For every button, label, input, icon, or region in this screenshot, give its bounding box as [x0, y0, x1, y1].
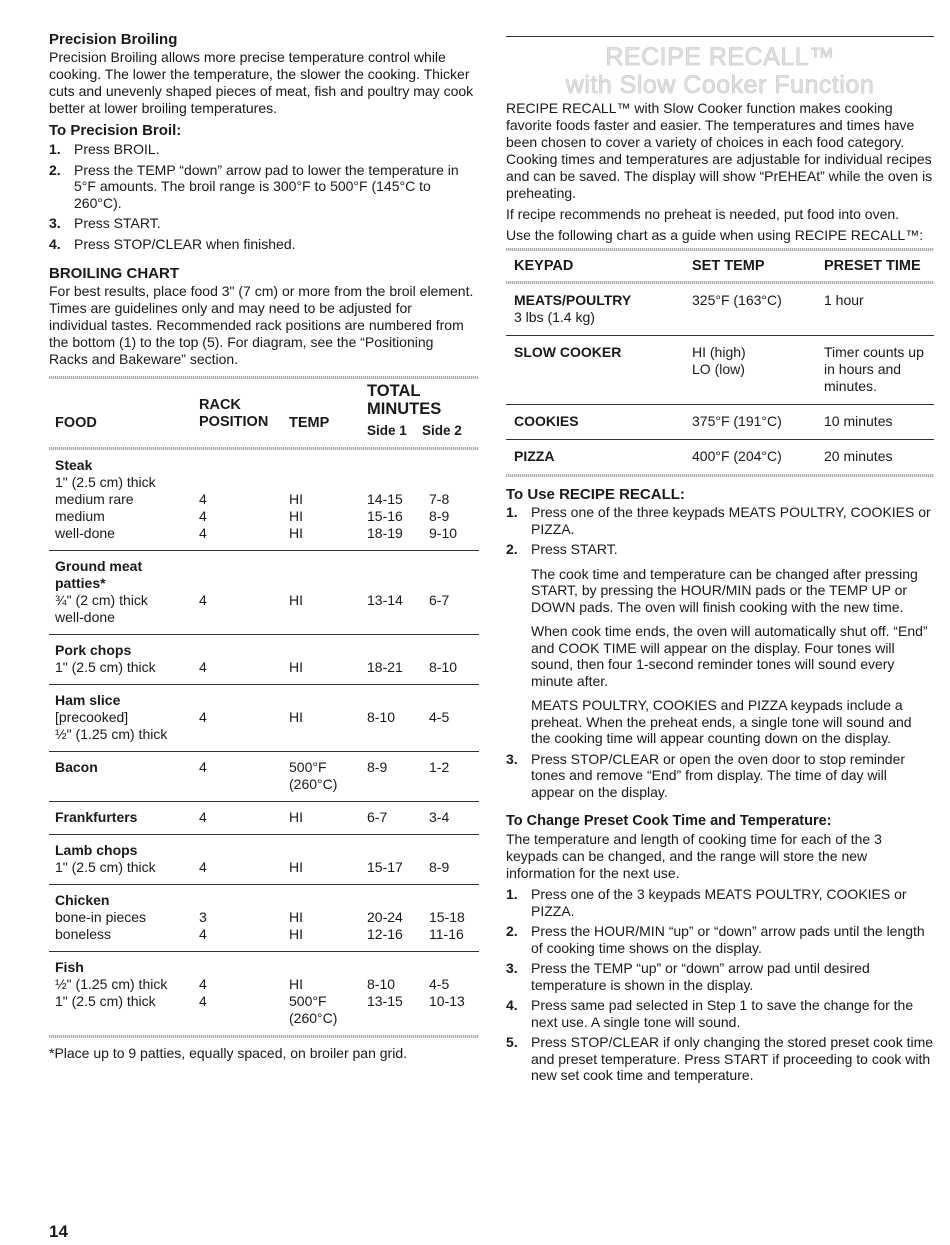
cell-food: ¾" (2 cm) thick	[55, 592, 148, 608]
step-note: MEATS POULTRY, COOKIES and PIZZA keypads include a preheat. When the preheat ends, a single tone will sound and the cooking time will appear counting down on the display.	[531, 697, 912, 746]
step-text: Press START.	[531, 541, 618, 557]
step-item	[49, 141, 474, 158]
food-name: Lamb chops	[55, 842, 138, 858]
cell-s2: 1-2	[429, 759, 450, 775]
broil-row-name-line	[49, 892, 479, 909]
cell-rack: 3	[199, 909, 207, 925]
recipe-intro-1: RECIPE RECALL™ with Slow Cooker function makes cooking favorite foods faster and easier. The temperatures and times have been chosen to cover a variety of choices in each food category. Cooking times and temperatures are adjustable for individual recipes and can be saved. The display will show “PrEHEAt” while the oven is preheating.	[506, 100, 933, 201]
cell-food: 1" (2.5 cm) thick	[55, 474, 156, 490]
set-temp: 400°F (204°C)	[692, 448, 782, 464]
step-item	[506, 923, 934, 956]
broil-row-body	[49, 892, 479, 943]
broil-row-name-line	[49, 642, 479, 659]
cell-s2: 9-10	[429, 525, 458, 541]
cell-temp: 500°F	[289, 993, 327, 1009]
step-text: Press STOP/CLEAR when finished.	[74, 235, 296, 252]
broil-line	[49, 1010, 479, 1027]
food-name: Ham slice	[55, 692, 121, 708]
cell-food: 1" (2.5 cm) thick	[55, 993, 156, 1009]
header-temp: TEMP	[289, 415, 330, 431]
cell-temp: 500°F	[289, 759, 327, 775]
cell-s1: 15-17	[367, 859, 403, 875]
precision-broiling-text: Precision Broiling allows more precise temperature control while cooking. The lower the temperature, the slower the cooking. Thicker cuts and unevenly shaped pieces of meat, fish and poultry may cook better at lower broiling temperatures.	[49, 49, 474, 116]
broil-line	[49, 491, 479, 508]
food-name: Ground meat	[55, 558, 143, 574]
cell-s2: 8-9	[429, 508, 450, 524]
broil-line	[49, 508, 479, 525]
cell-food: boneless	[55, 926, 112, 942]
header-side1: Side 1	[367, 423, 407, 438]
step-item	[506, 960, 934, 993]
recipe-time-cell: 1 hour	[824, 292, 864, 308]
cell-temp: HI	[289, 659, 303, 675]
broil-row-name-line	[49, 842, 479, 859]
cell-s1: 20-24	[367, 909, 403, 925]
step-text: Press STOP/CLEAR if only changing the stored preset cook time and preset temperature. Press START if proceeding to cook with new set cook time and temperature.	[531, 1034, 934, 1083]
cell-rack: 4	[199, 709, 207, 725]
step-item	[49, 215, 474, 232]
cell-s1: 14-15	[367, 491, 403, 507]
broil-row-name-line	[49, 692, 479, 709]
broil-row	[49, 684, 479, 751]
broil-row-body	[49, 692, 479, 743]
header-keypad: KEYPAD	[514, 258, 574, 274]
set-temp-2: LO (low)	[692, 361, 745, 377]
broil-line	[49, 993, 479, 1010]
broiling-rows	[49, 450, 479, 1035]
cell-temp: HI	[289, 491, 303, 507]
step-number: 4.	[506, 997, 518, 1013]
step-item	[506, 751, 934, 801]
cell-rack: 4	[199, 976, 207, 992]
cell-s2: 15-18	[429, 909, 465, 925]
step-number: 1.	[506, 886, 518, 902]
broiling-chart-table	[49, 376, 479, 1038]
recipe-intro-2: If recipe recommends no preheat is needed, put food into oven.	[506, 206, 900, 222]
recipe-temp-cell	[692, 448, 782, 465]
to-precision-broil-heading: To Precision Broil:	[49, 122, 182, 139]
set-temp: 375°F (191°C)	[692, 413, 782, 429]
cell-s2: 8-10	[429, 659, 458, 675]
cell-rack: 4	[199, 491, 207, 507]
change-preset-intro: The temperature and length of cooking time for each of the 3 keypads can be changed, and the range will store the new information for the next use.	[506, 831, 882, 881]
cell-s2: 4-5	[429, 976, 450, 992]
food-name: Pork chops	[55, 642, 132, 658]
cell-s2: 11-16	[429, 926, 464, 942]
step-number: 2.	[49, 161, 61, 178]
broiling-footnote: *Place up to 9 patties, equally spaced, on broiler pan grid.	[49, 1045, 408, 1061]
page-number: 14	[49, 1222, 68, 1241]
cell-s1: 13-14	[367, 592, 403, 608]
step-number: 1.	[49, 141, 61, 157]
recipe-keypad-cell	[514, 448, 554, 465]
recipe-time-cell: 10 minutes	[824, 413, 893, 429]
cell-s2: 4-5	[429, 709, 450, 725]
broil-row	[49, 834, 479, 884]
cell-rack: 4	[199, 508, 207, 524]
broil-line	[49, 976, 479, 993]
use-recipe-recall-heading: To Use RECIPE RECALL:	[506, 486, 685, 503]
cell-food: well-done	[55, 609, 115, 625]
cell-temp: HI	[289, 809, 303, 825]
cell-temp: HI	[289, 976, 303, 992]
cell-temp: HI	[289, 508, 303, 524]
recipe-keypad-cell	[514, 292, 631, 326]
cell-temp: HI	[289, 926, 303, 942]
cell-s2: 3-4	[429, 809, 450, 825]
step-number: 5.	[506, 1034, 518, 1050]
cell-food: 1" (2.5 cm) thick	[55, 859, 156, 875]
recipe-row	[506, 336, 934, 405]
broil-row-name-line	[49, 558, 479, 575]
recipe-temp-cell	[692, 292, 782, 309]
cell-s2: 7-8	[429, 491, 450, 507]
broil-row	[49, 450, 479, 550]
cell-s1: 18-19	[367, 525, 403, 541]
step-text: Press STOP/CLEAR or open the oven door to stop reminder tones and remove “End” from display. The time of day will appear on the display.	[531, 750, 906, 800]
cell-temp: HI	[289, 909, 303, 925]
cell-s1: 12-16	[367, 926, 403, 942]
broil-row	[49, 634, 479, 684]
broil-row-name-line	[49, 959, 479, 976]
broil-row	[49, 801, 479, 834]
step-number: 4.	[49, 235, 61, 252]
broil-row-body	[49, 457, 479, 542]
recipe-time-cell: Timer counts up in hours and minutes.	[824, 344, 924, 394]
cell-temp: (260°C)	[289, 1010, 338, 1026]
step-text: Press START.	[74, 215, 161, 231]
cell-food: well-done	[55, 525, 115, 541]
cell-temp: HI	[289, 525, 303, 541]
cell-temp: (260°C)	[289, 776, 338, 792]
step-item	[49, 162, 474, 212]
precision-broil-steps	[49, 141, 474, 252]
recipe-row	[506, 405, 934, 440]
header-set-temp: SET TEMP	[692, 258, 765, 274]
recipe-intro-3: Use the following chart as a guide when using RECIPE RECALL™:	[506, 227, 924, 243]
step-text: Press the HOUR/MIN “up” or “down” arrow pads until the length of cooking time shows on the display.	[531, 923, 925, 956]
food-name: Fish	[55, 959, 84, 975]
broil-line	[49, 909, 479, 926]
step-note: When cook time ends, the oven will automatically shut off. “End” and COOK TIME will appear on the display. Four tones will sound, then four 1-second reminder tones will sound every minute after.	[531, 623, 928, 689]
cell-food: ½" (1.25 cm) thick	[55, 726, 168, 742]
step-item	[506, 541, 934, 747]
cell-s1: 13-15	[367, 993, 403, 1009]
header-total: TOTAL	[367, 382, 421, 400]
precision-broiling-heading: Precision Broiling	[49, 31, 178, 48]
step-number: 3.	[49, 215, 61, 231]
step-text: Press one of the 3 keypads MEATS POULTRY, COOKIES or PIZZA.	[531, 886, 907, 919]
recipe-recall-table	[506, 248, 934, 477]
table-bottom-rule	[49, 1035, 479, 1038]
change-preset-steps	[506, 886, 934, 1084]
step-text: Press one of the three keypads MEATS POULTRY, COOKIES or PIZZA.	[531, 504, 931, 537]
cell-food: 1" (2.5 cm) thick	[55, 659, 156, 675]
food-name: Frankfurters	[55, 809, 138, 825]
step-note: The cook time and temperature can be changed after pressing START, by pressing the HOUR/MIN pads or the TEMP UP or DOWN pads. The oven will finish cooking with the new time.	[531, 565, 918, 615]
cell-s2: 10-13	[429, 993, 465, 1009]
step-text: Press the TEMP “up” or “down” arrow pad until desired temperature is shown in the display.	[531, 960, 870, 993]
recipe-recall-title: RECIPE RECALL™	[605, 43, 835, 71]
broil-row-body	[49, 842, 479, 876]
broil-row	[49, 751, 479, 801]
cell-rack: 4	[199, 926, 207, 942]
cell-food: medium	[55, 508, 105, 524]
keypad-name: SLOW COOKER	[514, 344, 622, 360]
broiling-chart-intro: For best results, place food 3" (7 cm) or more from the broil element. Times are guidelines only and may need to be adjusted for individual tastes. Recommended rack positions are numbered from the bottom (1) to the top (5). For diagram, see the “Positioning Racks and Bakeware” section.	[49, 283, 474, 367]
food-name: Bacon	[55, 759, 98, 775]
recipe-keypad-cell	[514, 413, 579, 430]
cell-s2: 8-9	[429, 859, 450, 875]
broil-line	[49, 859, 479, 876]
cell-food: [precooked]	[55, 709, 129, 725]
cell-rack: 4	[199, 592, 207, 608]
set-temp: HI (high)	[692, 344, 746, 360]
broil-row-name-line	[49, 809, 479, 826]
cell-rack: 4	[199, 859, 207, 875]
broil-row-body	[49, 809, 479, 826]
keypad-sub: 3 lbs (1.4 kg)	[514, 309, 595, 325]
cell-food: ½" (1.25 cm) thick	[55, 976, 168, 992]
cell-s1: 18-21	[367, 659, 403, 675]
step-item	[506, 886, 934, 919]
cell-food: bone-in pieces	[55, 909, 147, 925]
recipe-temp-cell	[692, 344, 746, 378]
cell-rack: 4	[199, 659, 207, 675]
cell-temp: HI	[289, 709, 303, 725]
cell-s1: 8-9	[367, 759, 388, 775]
food-name: Steak	[55, 457, 93, 473]
broil-row-body	[49, 642, 479, 676]
title-top-rule	[506, 36, 934, 37]
left-column	[49, 30, 474, 1062]
cell-s2: 6-7	[429, 592, 450, 608]
broil-row-body	[49, 558, 479, 626]
broil-line	[49, 709, 479, 726]
step-number: 2.	[506, 541, 518, 557]
broil-row-name-line	[49, 457, 479, 474]
use-recipe-recall-steps	[506, 504, 934, 800]
cell-s1: 8-10	[367, 709, 396, 725]
broil-line	[49, 575, 479, 592]
step-number: 3.	[506, 960, 518, 976]
header-food: FOOD	[55, 415, 97, 431]
step-text: Press BROIL.	[74, 141, 160, 157]
cell-temp: HI	[289, 592, 303, 608]
recipe-table-header	[506, 251, 934, 281]
broil-line	[49, 592, 479, 609]
cell-rack: 4	[199, 525, 207, 541]
step-item	[49, 236, 474, 253]
set-temp: 325°F (163°C)	[692, 292, 782, 308]
step-number: 3.	[506, 750, 518, 767]
header-rack: RACK	[199, 397, 241, 413]
broil-row-body	[49, 759, 479, 793]
broil-line	[49, 776, 479, 793]
recipe-rows	[506, 284, 934, 474]
step-item	[506, 1034, 934, 1084]
cell-food: patties*	[55, 575, 106, 591]
recipe-table-bottom-rule	[506, 474, 934, 477]
broil-row	[49, 550, 479, 634]
broiling-chart-heading: BROILING CHART	[49, 265, 179, 282]
step-number: 1.	[506, 504, 518, 520]
recipe-row	[506, 284, 934, 336]
cell-food: medium rare	[55, 491, 134, 507]
cell-s1: 15-16	[367, 508, 403, 524]
recipe-time-cell: 20 minutes	[824, 448, 893, 464]
change-preset-heading: To Change Preset Cook Time and Temperature:	[506, 813, 832, 829]
keypad-name: PIZZA	[514, 448, 555, 464]
recipe-temp-cell	[692, 413, 782, 430]
cell-rack: 4	[199, 759, 207, 775]
broil-row-body	[49, 959, 479, 1027]
cell-temp: HI	[289, 859, 303, 875]
broil-row	[49, 884, 479, 951]
step-text: Press the TEMP “down” arrow pad to lower the temperature in 5°F amounts. The broil range is 300°F to 500°F (145°C to 260°C).	[74, 161, 459, 211]
broil-row	[49, 951, 479, 1035]
recipe-recall-subtitle: with Slow Cooker Function	[565, 71, 875, 99]
cell-s1: 6-7	[367, 809, 388, 825]
table-header	[49, 379, 479, 447]
header-side2: Side 2	[422, 423, 462, 438]
step-item	[506, 504, 934, 537]
food-name: Chicken	[55, 892, 110, 908]
recipe-keypad-cell	[514, 344, 621, 361]
right-column	[506, 30, 934, 1088]
broil-line	[49, 726, 479, 743]
keypad-name: MEATS/POULTRY	[514, 292, 632, 308]
header-preset-time: PRESET TIME	[824, 258, 921, 274]
broil-line	[49, 659, 479, 676]
header-position: POSITION	[199, 414, 269, 430]
broil-line	[49, 926, 479, 943]
cell-s1: 8-10	[367, 976, 396, 992]
cell-rack: 4	[199, 809, 207, 825]
step-item	[506, 997, 934, 1030]
recipe-row	[506, 440, 934, 474]
broil-line	[49, 525, 479, 542]
broil-row-name-line	[49, 759, 479, 776]
step-number: 2.	[506, 923, 518, 939]
cell-rack: 4	[199, 993, 207, 1009]
keypad-name: COOKIES	[514, 413, 579, 429]
step-text: Press same pad selected in Step 1 to save the change for the next use. A single tone will sound.	[531, 997, 914, 1030]
broil-line	[49, 474, 479, 491]
header-minutes: MINUTES	[367, 400, 442, 418]
broil-line	[49, 609, 479, 626]
